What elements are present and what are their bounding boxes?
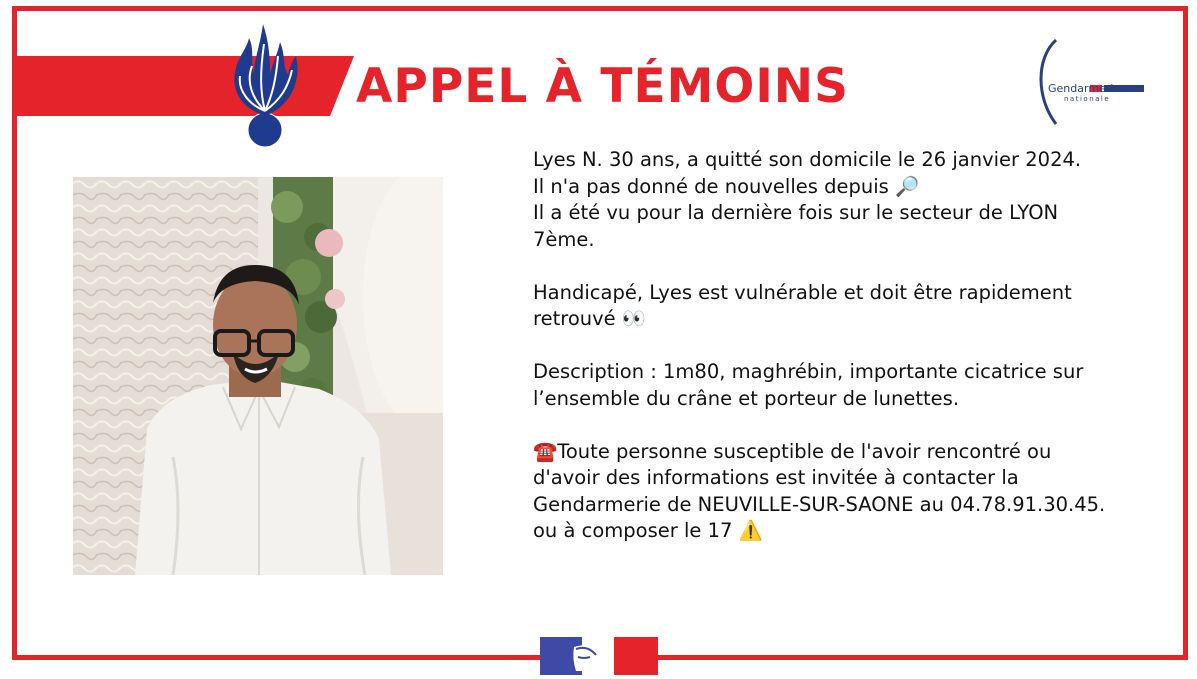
marianne-icon xyxy=(540,633,658,675)
intro-line-last-seen: Il a été vu pour la dernière fois sur le secteur de LYON 7ème. xyxy=(533,201,1059,251)
grenade-icon xyxy=(224,16,306,148)
marianne-logo xyxy=(540,633,658,675)
contact-paragraph: ☎️Toute personne susceptible de l'avoir rencontré ou d'avoir des informations est invitée à contacter la Gendarmerie de NEUVILLE-SUR-SAONE au 04.78.91.30.45. ou à composer le 17 ⚠️ xyxy=(533,439,1106,542)
logo-line1: Gendarmerie xyxy=(1048,82,1121,95)
gendarmerie-logo xyxy=(1030,36,1160,130)
page-title: APPEL À TÉMOINS xyxy=(356,59,849,114)
intro-line-departure: Lyes N. 30 ans, a quitté son domicile le 26 janvier 2024. xyxy=(533,148,1082,171)
intro-paragraph xyxy=(533,147,1123,253)
vulnerability-paragraph: Handicapé, Lyes est vulnérable et doit être rapidement retrouvé 👀 xyxy=(533,280,1072,330)
logo-line2: nationale xyxy=(1064,95,1111,103)
intro-line-no-news: Il n'a pas donné de nouvelles depuis 🔎 xyxy=(533,174,920,198)
notice-body xyxy=(533,147,1123,571)
missing-person-photo xyxy=(73,177,443,575)
description-paragraph: Description : 1m80, maghrébin, importante cicatrice sur l’ensemble du crâne et porteur de lunettes. xyxy=(533,360,1084,410)
